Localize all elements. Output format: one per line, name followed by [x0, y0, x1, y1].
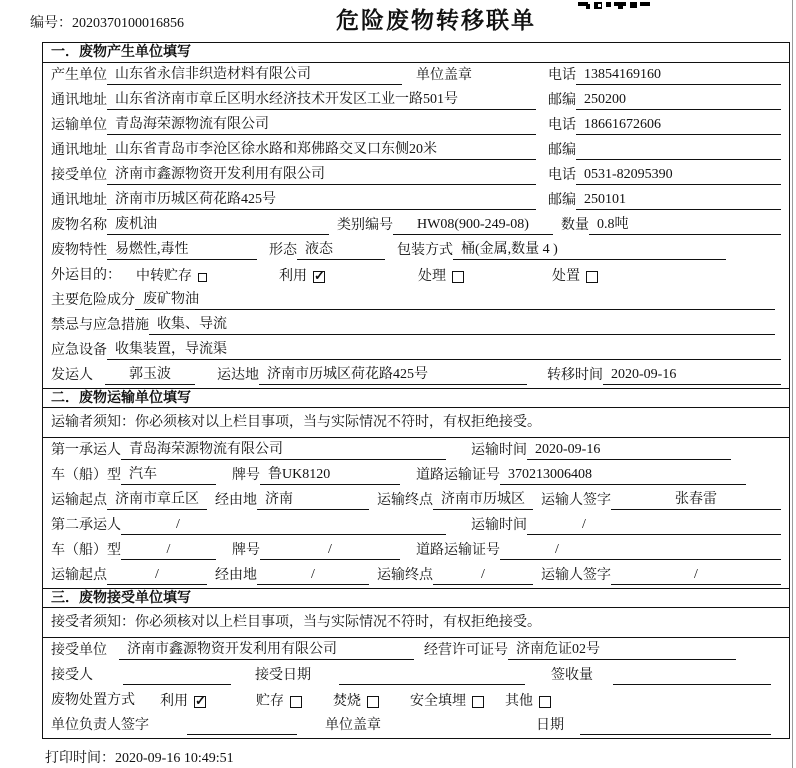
phone-label-3: 电话 — [548, 168, 576, 183]
carrier2-dest-value: / — [433, 567, 533, 585]
print-time — [45, 747, 234, 767]
disposal-option-label: 安全填埋 — [410, 694, 466, 709]
page-title: 危险废物转移联单 — [336, 8, 536, 33]
disposal-option-incinerate — [333, 690, 379, 710]
zip-label-3: 邮编 — [548, 193, 576, 208]
carrier2-via-label: 经由地 — [215, 568, 257, 583]
producer-value: 山东省永信非织造材料有限公司 — [107, 63, 402, 85]
transfer-time-label: 转移时间 — [547, 368, 603, 383]
purpose-option-dispose — [552, 265, 598, 285]
dispatcher-label: 发运人 — [51, 368, 93, 383]
disposal-option-label: 其他 — [505, 694, 533, 709]
form-label: 形态 — [269, 243, 297, 258]
serial-value: 2020370100016856 — [72, 16, 184, 31]
field-accept-unit — [43, 638, 789, 663]
phone-value-2: 18661672606 — [576, 117, 781, 135]
purpose-option-label: 利用 — [279, 269, 307, 284]
carrier2-sign-value: / — [611, 567, 781, 585]
carrier1-label: 第一承运人 — [51, 443, 121, 458]
dispatcher-value: 郭玉波 — [105, 363, 195, 385]
disposal-option-other — [505, 690, 551, 710]
unit-seal-label-2: 单位盖章 — [325, 718, 381, 733]
address-label-2: 通讯地址 — [51, 143, 107, 158]
carrier2-label: 第二承运人 — [51, 518, 121, 533]
responsible-sign-label: 单位负责人签字 — [51, 718, 149, 733]
phone-label-2: 电话 — [548, 118, 576, 133]
disposal-option-store — [256, 690, 302, 710]
form-value: 液态 — [297, 238, 385, 260]
carrier2-vehicle-value: / — [121, 542, 216, 560]
field-disposal-method — [43, 688, 789, 713]
carrier2-dest-label: 运输终点 — [377, 568, 433, 583]
purpose-option-transfer — [136, 265, 207, 285]
equipment-value: 收集装置，导流渠 — [107, 338, 781, 360]
section3-header: 三．废物接受单位填写 — [43, 588, 789, 608]
address-label-3: 通讯地址 — [51, 193, 107, 208]
field-receiver-unit — [43, 163, 789, 188]
phone-value-3: 0531-82095390 — [576, 167, 781, 185]
carrier1-dest-value: 济南市历城区 — [433, 488, 533, 510]
carrier1-plate-label: 牌号 — [232, 468, 260, 483]
carrier2-permit-value: / — [500, 542, 781, 560]
emergency-value: 收集、导流 — [149, 313, 775, 335]
carrier1-plate-value: 鲁UK8120 — [260, 463, 400, 485]
accept-date-label: 接受日期 — [255, 668, 311, 683]
carrier2-time-value: / — [527, 517, 781, 535]
traits-value: 易燃性,毒性 — [107, 238, 257, 260]
transporter-notice: 运输者须知：你必须核对以上栏目事项，当与实际情况不符时，有权拒绝接受。 — [43, 408, 789, 438]
transporter-label: 运输单位 — [51, 118, 107, 133]
category-value: HW08(900-249-08) — [393, 217, 553, 235]
field-carrier2-vehicle — [43, 538, 789, 563]
disposal-label: 废物处置方式 — [51, 693, 135, 708]
field-responsible-sign — [43, 713, 789, 738]
carrier2-via-value: / — [257, 567, 369, 585]
checkbox-disposal-other — [539, 696, 551, 708]
purpose-option-label: 处理 — [418, 269, 446, 284]
emergency-label: 禁忌与应急措施 — [51, 318, 149, 333]
packing-value: 桶(金属,数量 4 ) — [453, 238, 726, 260]
qr-code-fragment — [578, 0, 650, 16]
field-carrier1-vehicle — [43, 463, 789, 488]
field-carrier2-name — [43, 513, 789, 538]
receiver-notice: 接受者须知：你必须核对以上栏目事项，当与实际情况不符时，有权拒绝接受。 — [43, 608, 789, 638]
accept-unit-label: 接受单位 — [51, 643, 107, 658]
accept-unit-value: 济南市鑫源物资开发利用有限公司 — [119, 638, 414, 660]
carrier1-vehicle-label: 车（船）型 — [51, 468, 121, 483]
zip-value-3: 250101 — [576, 192, 781, 210]
purpose-option-label: 中转贮存 — [136, 269, 192, 284]
carrier1-via-value: 济南 — [257, 488, 369, 510]
destination-label: 运达地 — [217, 368, 259, 383]
field-producer-address — [43, 88, 789, 113]
carrier1-value: 青岛海荣源物流有限公司 — [121, 438, 446, 460]
purpose-option-treat — [418, 265, 464, 285]
hazard-label: 主要危险成分 — [51, 293, 135, 308]
carrier1-sign-label: 运输人签字 — [541, 493, 611, 508]
field-purpose — [43, 263, 789, 288]
checkbox-utilize — [313, 271, 325, 283]
traits-label: 废物特性 — [51, 243, 107, 258]
disposal-option-label: 贮存 — [256, 694, 284, 709]
field-producer-unit — [43, 63, 789, 88]
packing-label: 包装方式 — [397, 243, 453, 258]
unit-seal-label: 单位盖章 — [416, 68, 472, 83]
field-receiver-address — [43, 188, 789, 213]
category-label: 类别编号 — [337, 218, 393, 233]
producer-label: 产生单位 — [51, 68, 107, 83]
field-emergency-equipment — [43, 338, 789, 363]
zip-value-1: 250200 — [576, 92, 781, 110]
purpose-option-use — [279, 265, 325, 285]
carrier2-origin-value: / — [107, 567, 207, 585]
quantity-label: 数量 — [561, 218, 589, 233]
address-label-1: 通讯地址 — [51, 93, 107, 108]
disposal-option-landfill — [410, 690, 484, 710]
carrier1-permit-value: 370213006408 — [500, 467, 746, 485]
section1-header: 一．废物产生单位填写 — [43, 43, 789, 63]
field-acceptor — [43, 663, 789, 688]
print-time-value: 2020-09-16 10:49:51 — [115, 751, 234, 766]
checkbox-disposal-incinerate — [367, 696, 379, 708]
carrier2-plate-value: / — [260, 542, 400, 560]
carrier1-permit-label: 道路运输证号 — [416, 468, 500, 483]
section2-header: 二．废物运输单位填写 — [43, 388, 789, 408]
print-time-label: 打印时间： — [45, 751, 115, 766]
checkbox-disposal-landfill — [472, 696, 484, 708]
carrier2-value: / — [121, 517, 446, 535]
transporter-value: 青岛海荣源物流有限公司 — [107, 113, 536, 135]
license-label: 经营许可证号 — [424, 643, 508, 658]
field-hazard-components — [43, 288, 789, 313]
field-transport-unit — [43, 113, 789, 138]
phone-value-1: 13854169160 — [576, 67, 781, 85]
license-value: 济南危证02号 — [508, 638, 736, 660]
waste-name-value: 废机油 — [107, 213, 329, 235]
carrier1-vehicle-value: 汽车 — [121, 463, 216, 485]
carrier2-time-label: 运输时间 — [471, 518, 527, 533]
transfer-time-value: 2020-09-16 — [603, 367, 781, 385]
disposal-option-label: 焚烧 — [333, 694, 361, 709]
purpose-label: 外运目的： — [51, 268, 121, 283]
accept-date-value — [339, 683, 525, 685]
carrier2-sign-label: 运输人签字 — [541, 568, 611, 583]
field-dispatcher — [43, 363, 789, 388]
destination-value: 济南市历城区荷花路425号 — [259, 363, 527, 385]
serial-label: 编号： — [30, 16, 72, 31]
purpose-option-label: 处置 — [552, 269, 580, 284]
zip-value-2 — [576, 158, 781, 160]
field-carrier2-route — [43, 563, 789, 588]
carrier1-origin-label: 运输起点 — [51, 493, 107, 508]
checkbox-transfer-storage — [198, 273, 207, 282]
field-transport-address — [43, 138, 789, 163]
quantity-value: 0.8吨 — [589, 213, 781, 235]
checkbox-disposal-utilize — [194, 696, 206, 708]
address-value-3: 济南市历城区荷花路425号 — [107, 188, 536, 210]
field-waste-traits — [43, 238, 789, 263]
zip-label-2: 邮编 — [548, 143, 576, 158]
page-edge-line — [792, 0, 793, 768]
acceptor-label: 接受人 — [51, 668, 93, 683]
checkbox-disposal-store — [290, 696, 302, 708]
receiver-label: 接受单位 — [51, 168, 107, 183]
field-emergency-measures — [43, 313, 789, 338]
field-carrier1-route — [43, 488, 789, 513]
carrier1-time-label: 运输时间 — [471, 443, 527, 458]
address-value-1: 山东省济南市章丘区明水经济技术开发区工业一路501号 — [107, 88, 536, 110]
field-carrier1-name — [43, 438, 789, 463]
carrier1-time-value: 2020-09-16 — [527, 442, 731, 460]
carrier2-origin-label: 运输起点 — [51, 568, 107, 583]
disposal-option-use — [160, 690, 206, 710]
waste-name-label: 废物名称 — [51, 218, 107, 233]
equipment-label: 应急设备 — [51, 343, 107, 358]
checkbox-dispose — [586, 271, 598, 283]
zip-label-1: 邮编 — [548, 93, 576, 108]
acceptor-value — [123, 683, 231, 685]
phone-label-1: 电话 — [548, 68, 576, 83]
receiver-value: 济南市鑫源物资开发利用有限公司 — [107, 163, 536, 185]
field-waste-name — [43, 213, 789, 238]
checkbox-treat — [452, 271, 464, 283]
carrier2-plate-label: 牌号 — [232, 543, 260, 558]
carrier1-sign-value: 张春雷 — [611, 488, 781, 510]
carrier1-via-label: 经由地 — [215, 493, 257, 508]
disposal-option-label: 利用 — [160, 694, 188, 709]
date-label: 日期 — [536, 718, 564, 733]
signed-amount-label: 签收量 — [551, 668, 593, 683]
hazard-value: 废矿物油 — [135, 288, 775, 310]
carrier1-origin-value: 济南市章丘区 — [107, 488, 207, 510]
address-value-2: 山东省青岛市李沧区徐水路和郑佛路交叉口东侧20米 — [107, 138, 536, 160]
date-value — [580, 733, 771, 735]
signed-amount-value — [613, 683, 771, 685]
responsible-sign-value — [187, 733, 297, 735]
carrier2-vehicle-label: 车（船）型 — [51, 543, 121, 558]
carrier1-dest-label: 运输终点 — [377, 493, 433, 508]
manifest-form — [42, 42, 790, 739]
carrier2-permit-label: 道路运输证号 — [416, 543, 500, 558]
